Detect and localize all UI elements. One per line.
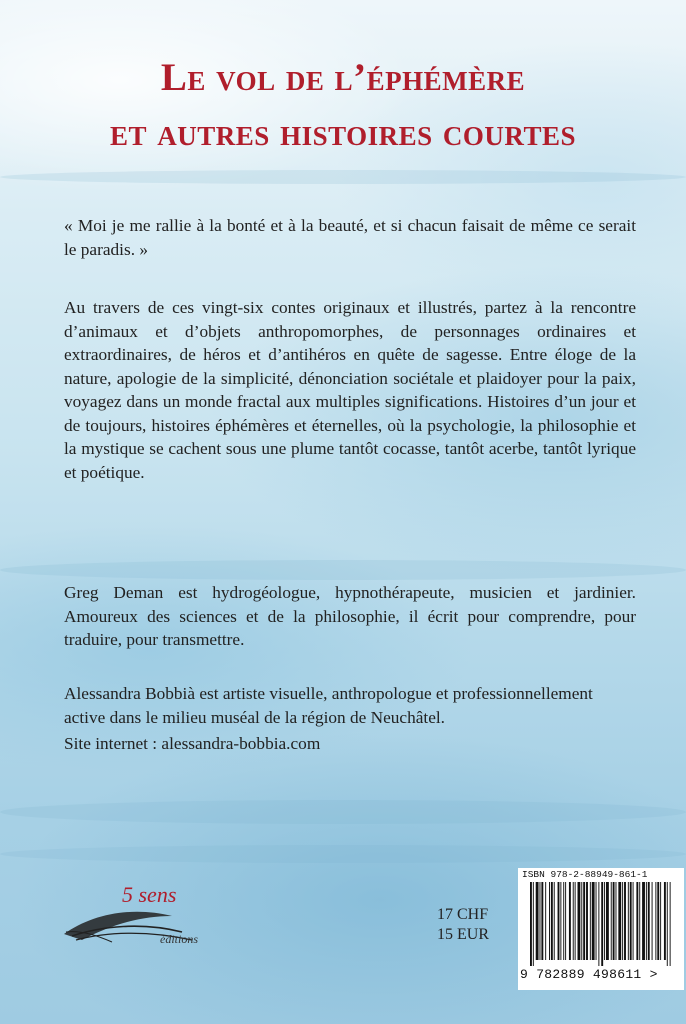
barcode-bar (554, 882, 555, 960)
summary-paragraph: Au travers de ces vingt-six contes originaux et illustrés, partez à la rencontre d’animaux et d’objets anthropomorphes, de personnages ordinaires et extraordinaires, de héros et d’antihéros en quête de sagesse. Entre éloge de la nature, apologie de la simplicité, dénonciation sociétale et plaidoyer pour la paix, voyagez dans un monde fractal aux multiples significations. Histoires d’un jour et de toujours, histoires éphémères et éternelles, où la psychologie, la philosophie et la mystique se cachent sous une plume tantôt cocasse, tantôt acerbe, tantôt lyrique et poétique. (64, 298, 636, 482)
barcode-bar (592, 882, 595, 960)
isbn-label: ISBN 978-2-88949-861-1 (522, 869, 648, 880)
barcode-bar (596, 882, 597, 960)
price-chf: 17 CHF (437, 906, 489, 923)
barcode-bar (601, 882, 603, 966)
quote-paragraph: « Moi je me rallie à la bonté et à la beauté, et si chacun faisait de même ce serait le paradis. » (64, 216, 636, 259)
book-title-line2: et autres histoires courtes (110, 111, 576, 154)
barcode-bar (558, 882, 560, 960)
barcode-bar (616, 882, 617, 960)
barcode-bar (545, 882, 546, 960)
barcode-bar (648, 882, 650, 960)
barcode-bar (652, 882, 653, 960)
barcode-bar (633, 882, 634, 960)
barcode-bar (563, 882, 564, 960)
watercolor-stroke (0, 800, 686, 824)
barcode-bar (618, 882, 621, 960)
barcode-bar (565, 882, 566, 960)
barcode-bar (551, 882, 553, 960)
barcode-bar (560, 882, 561, 960)
barcode-bar (613, 882, 615, 960)
barcode-bar (536, 882, 539, 960)
watercolor-stroke (0, 560, 686, 580)
barcode-bar (646, 882, 647, 960)
barcode-bar (590, 882, 591, 960)
barcode-bar (549, 882, 550, 960)
barcode-bar (622, 882, 623, 960)
barcode-bar (530, 882, 532, 966)
barcode-bars (530, 882, 672, 966)
watercolor-stroke (0, 170, 686, 184)
barcode-bar (660, 882, 661, 960)
barcode-bar (628, 882, 629, 960)
price-eur: 15 EUR (437, 926, 489, 943)
barcode-bar (533, 882, 534, 966)
barcode-bar (541, 882, 543, 960)
barcode-bar (569, 882, 571, 960)
publisher-name: 5 sens (122, 882, 177, 907)
barcode-bar (636, 882, 638, 960)
barcode-bar (586, 882, 588, 960)
watercolor-stroke (0, 845, 686, 863)
barcode-bar (573, 882, 574, 960)
illustrator-bio: Alessandra Bobbià est artiste visuelle, anthropologue et professionnellement active dans le milieu muséal de la région de Neuchâtel. (64, 684, 593, 727)
barcode-bar (624, 882, 626, 960)
barcode-bar (667, 882, 668, 966)
barcode-bar (611, 882, 612, 960)
barcode-bar (581, 882, 582, 960)
author-bio: Greg Deman est hydrogéologue, hypnothérapeute, musicien et jardinier. Amoureux des sciences et de la philosophie, il écrit pour comprendre, pour traduire, pour transmettre. (64, 583, 636, 649)
barcode-bar (655, 882, 656, 960)
barcode-bar (657, 882, 659, 960)
barcode-bar (604, 882, 605, 960)
barcode-bar (578, 882, 581, 960)
barcode-bar (598, 882, 599, 966)
publisher-subtitle: éditions (160, 932, 198, 946)
barcode-bar (575, 882, 576, 960)
book-title-line1: Le vol de l’éphémère (160, 56, 526, 99)
barcode-bar (664, 882, 666, 960)
barcode-bar (583, 882, 585, 960)
barcode-bar (540, 882, 541, 960)
barcode (518, 868, 684, 990)
barcode-bar (670, 882, 671, 966)
barcode-bar (642, 882, 645, 960)
barcode-bar (606, 882, 609, 960)
website-line: Site internet : alessandra-bobbia.com (64, 734, 321, 753)
barcode-bar (630, 882, 632, 960)
barcode-digits: 9 782889 498611 > (520, 967, 658, 982)
barcode-bar (639, 882, 640, 960)
